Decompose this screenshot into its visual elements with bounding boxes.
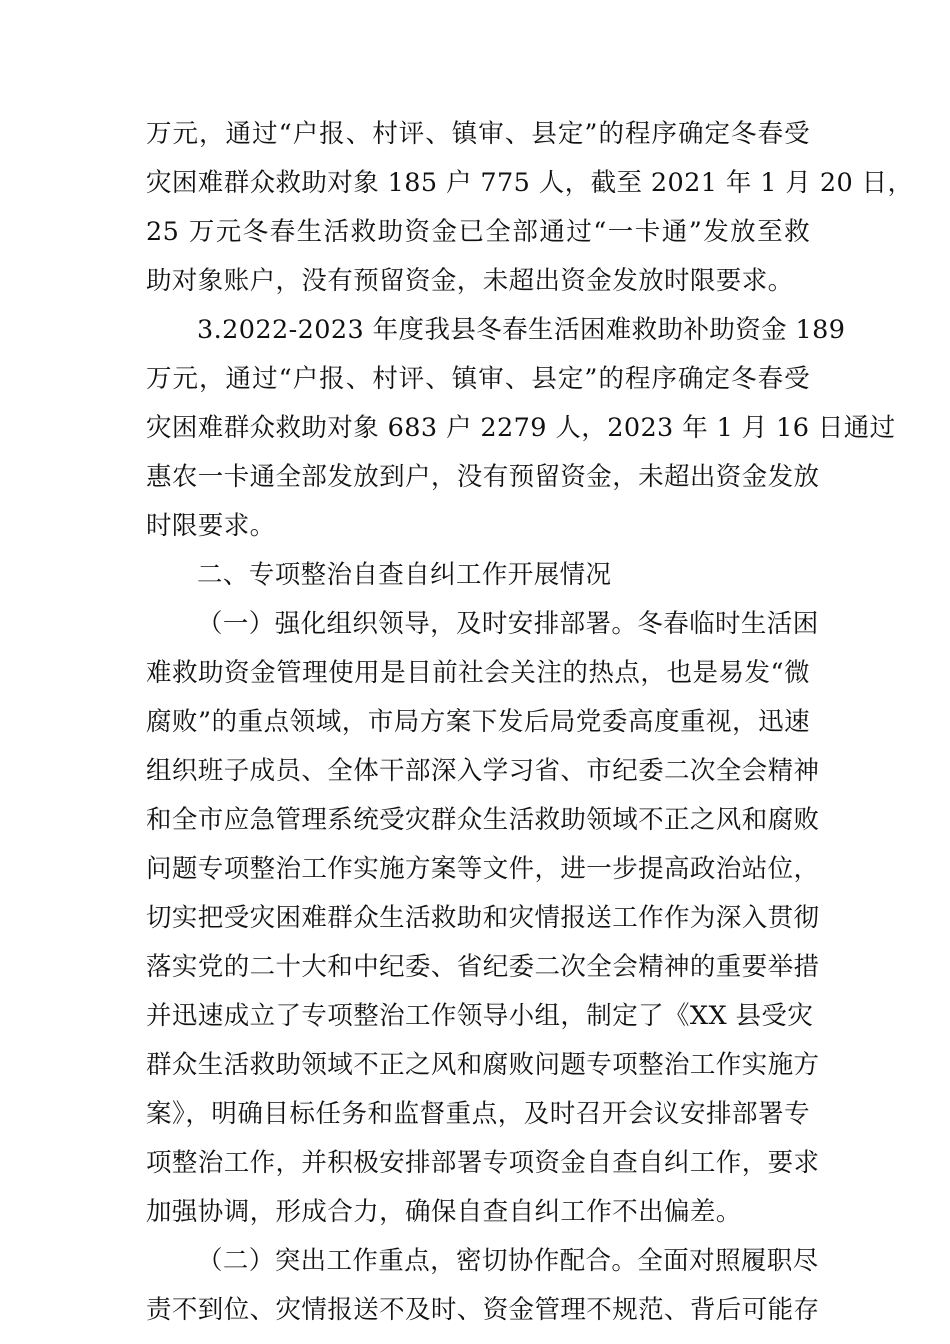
- text-line: 灾困难群众救助对象 683 户 2279 人，2023 年 1 月 16 日通过: [146, 413, 896, 443]
- text-line: 并迅速成立了专项整治工作领导小组，制定了《XX 县受灾: [146, 1001, 814, 1031]
- text-line: 灾困难群众救助对象 185 户 775 人，截至 2021 年 1 月 20 日，: [146, 168, 914, 198]
- text-line: 问题专项整治工作实施方案等文件，进一步提高政治站位，: [146, 854, 820, 884]
- text-line: （一）强化组织领导，及时安排部署。冬春临时生活困: [197, 609, 819, 639]
- text-line: （二）突出工作重点，密切协作配合。全面对照履职尽: [197, 1246, 819, 1276]
- text-line: 项整治工作，并积极安排部署专项资金自查自纠工作，要求: [146, 1148, 820, 1178]
- text-line: 落实党的二十大和中纪委、省纪委二次全会精神的重要举措: [146, 952, 820, 982]
- text-line: 助对象账户，没有预留资金，未超出资金发放时限要求。: [146, 266, 794, 296]
- text-line: 3.2022-2023 年度我县冬春生活困难救助补助资金 189: [197, 315, 846, 345]
- text-line: 和全市应急管理系统受灾群众生活救助领域不正之风和腐败: [146, 805, 820, 835]
- text-line: 时限要求。: [146, 511, 276, 541]
- text-line: 群众生活救助领域不正之风和腐败问题专项整治工作实施方: [146, 1050, 820, 1080]
- text-line: 二、专项整治自查自纠工作开展情况: [197, 560, 612, 590]
- text-line: 腐败”的重点领域，市局方案下发后局党委高度重视，迅速: [146, 707, 810, 737]
- text-line: 25 万元冬春生活救助资金已全部通过“一卡通”发放至救: [146, 217, 810, 247]
- document-body: [146, 110, 914, 1335]
- text-line: 案》，明确目标任务和监督重点，及时召开会议安排部署专: [146, 1099, 810, 1129]
- text-line: 难救助资金管理使用是目前社会关注的热点，也是易发“微: [146, 658, 810, 688]
- text-line: 加强协调，形成合力，确保自查自纠工作不出偏差。: [146, 1197, 742, 1227]
- text-line: 责不到位、灾情报送不及时、资金管理不规范、背后可能存: [146, 1295, 820, 1325]
- text-line: 惠农一卡通全部发放到户，没有预留资金，未超出资金发放: [146, 462, 820, 492]
- text-line: 万元，通过“户报、村评、镇审、县定”的程序确定冬春受: [146, 364, 810, 394]
- text-line: 组织班子成员、全体干部深入学习省、市纪委二次全会精神: [146, 756, 820, 786]
- text-line: 万元，通过“户报、村评、镇审、县定”的程序确定冬春受: [146, 119, 810, 149]
- text-line: 切实把受灾困难群众生活救助和灾情报送工作作为深入贯彻: [146, 903, 820, 933]
